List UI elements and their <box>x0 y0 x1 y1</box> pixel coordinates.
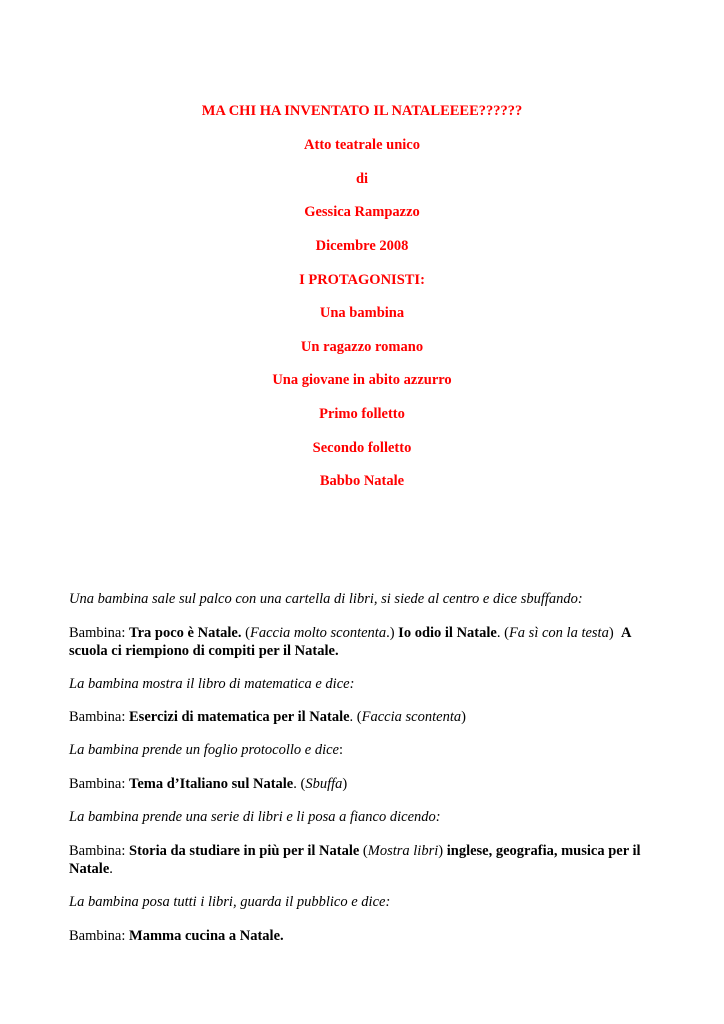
stage-direction: La bambina prende una serie di libri e li posa a fianco dicendo: <box>69 809 441 825</box>
stage-direction: La bambina prende un foglio protocollo e dice: <box>69 742 343 758</box>
stage-direction: Una bambina sale sul palco con una cartella di libri, si siede al centro e dice sbuffando: <box>69 591 583 607</box>
play-subtitle: Atto teatrale unico <box>304 137 420 153</box>
dialogue-line: Bambina: Storia da studiare in più per il Natale (Mostra libri) inglese, geografia, musica per il Natale. <box>69 843 641 877</box>
play-title: MA CHI HA INVENTATO IL NATALEEEE?????? <box>201 103 523 119</box>
cast-member: Un ragazzo romano <box>300 339 424 355</box>
stage-direction: La bambina posa tutti i libri, guarda il pubblico e dice: <box>69 894 391 910</box>
cast-heading: I PROTAGONISTI: <box>299 272 425 288</box>
by-line: di <box>355 171 369 187</box>
stage-direction: La bambina mostra il libro di matematica e dice: <box>69 676 355 692</box>
cast-member: Secondo folletto <box>312 440 412 456</box>
dialogue-line: Bambina: Mamma cucina a Natale. <box>69 928 284 944</box>
dialogue-line: Bambina: Esercizi di matematica per il Natale. (Faccia scontenta) <box>69 709 466 725</box>
cast-member: Una bambina <box>319 305 405 321</box>
dialogue-line: Bambina: Tra poco è Natale. (Faccia molto scontenta.) Io odio il Natale. (Fa sì con la testa) A scuola ci riempiono di compiti per il Natale. <box>69 625 631 659</box>
cast-member: Una giovane in abito azzurro <box>272 372 452 388</box>
cast-member: Primo folletto <box>319 406 405 422</box>
play-date: Dicembre 2008 <box>315 238 409 254</box>
dialogue-line: Bambina: Tema d’Italiano sul Natale. (Sbuffa) <box>69 776 348 792</box>
author-name: Gessica Rampazzo <box>304 204 420 220</box>
cast-member: Babbo Natale <box>319 473 405 489</box>
